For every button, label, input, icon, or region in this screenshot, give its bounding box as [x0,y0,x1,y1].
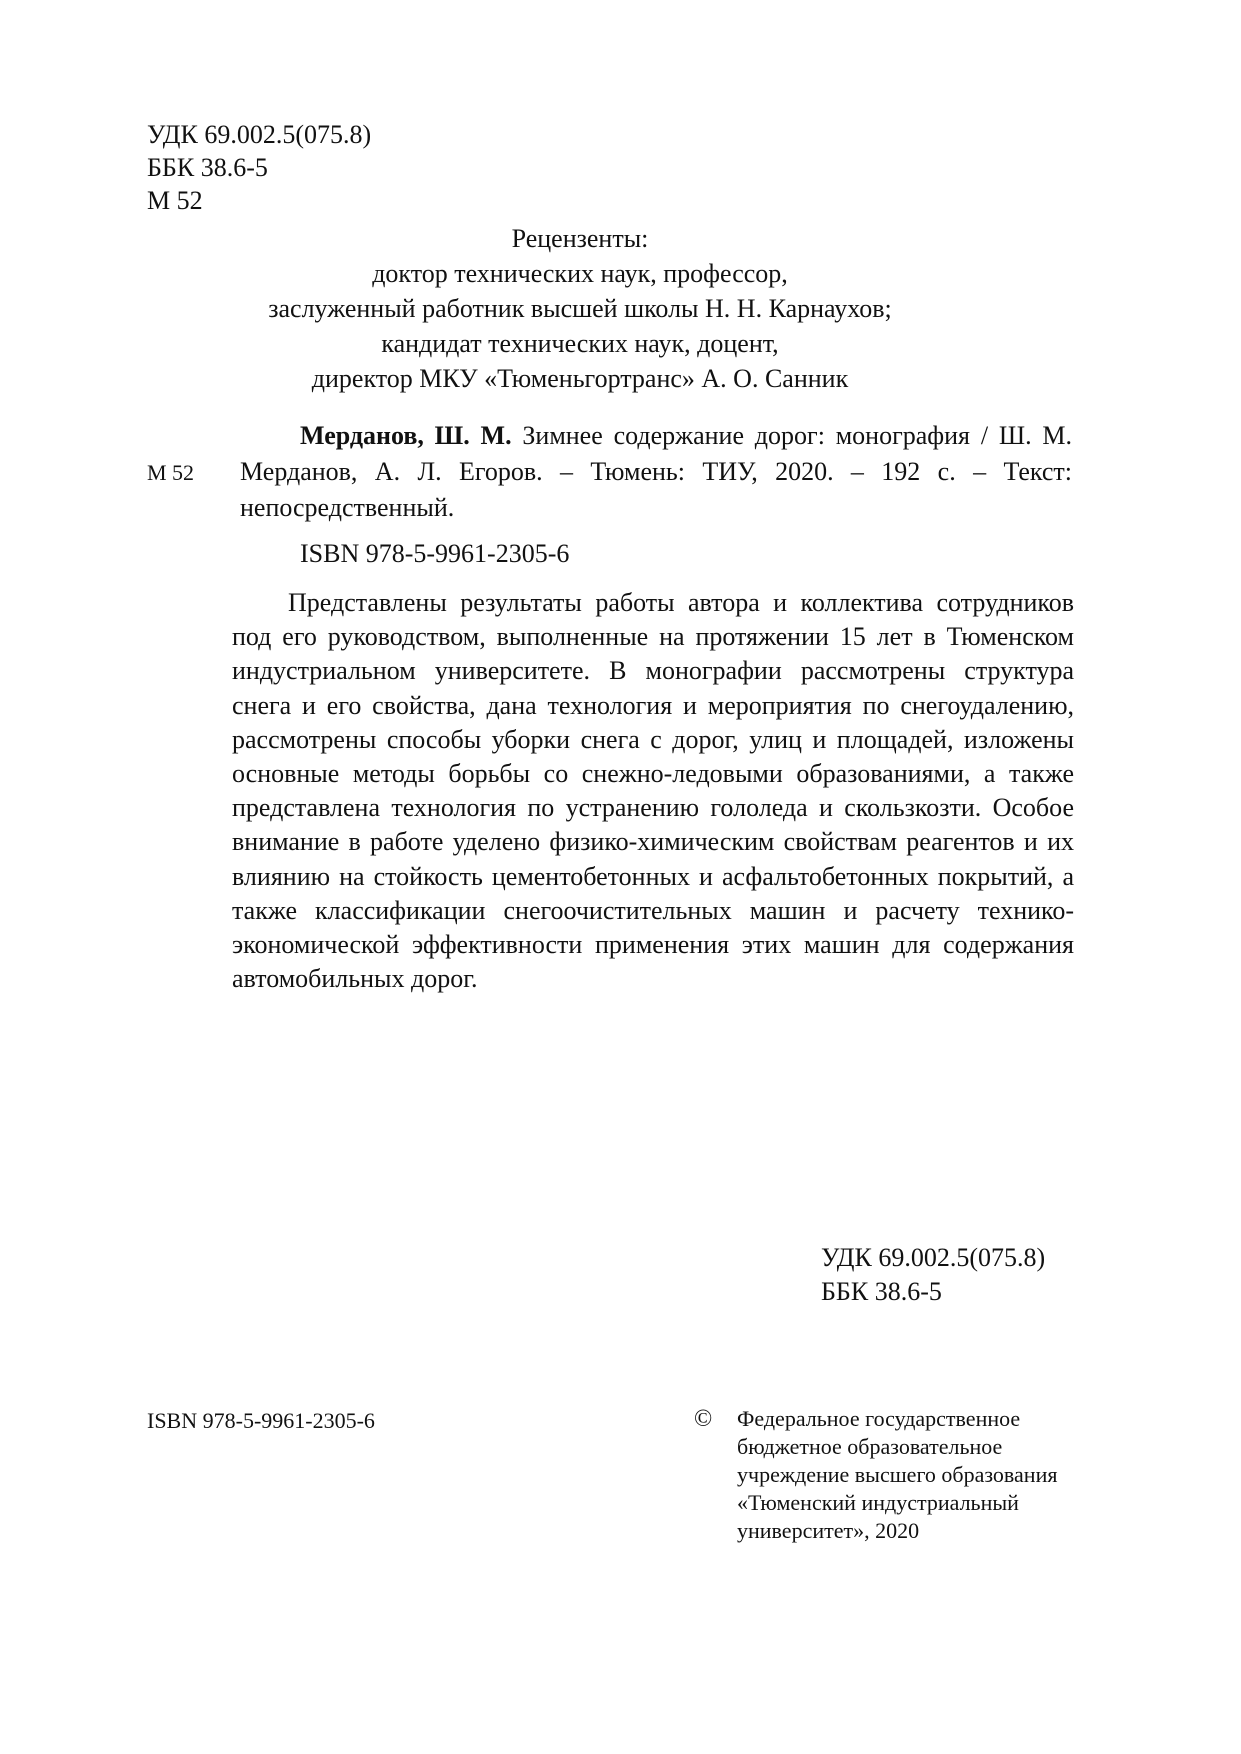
copyright-icon: © [694,1406,713,1432]
copyright-line: учреждение высшего образования [737,1462,1058,1487]
bibliographic-side-mark: М 52 [147,460,195,485]
udk-code: УДК 69.002.5(075.8) [147,120,372,149]
author-mark: М 52 [147,186,203,215]
reviewers-heading: Рецензенты: [511,224,649,253]
reviewer-line: заслуженный работник высшей школы Н. Н. Карнаухов; [268,294,892,323]
reviewer-line: кандидат технических наук, доцент, [381,329,779,358]
bibliographic-author: Мерданов, Ш. М. [300,421,512,450]
copyright-holder [737,1405,1057,1545]
udk-code: УДК 69.002.5(075.8) [821,1243,1046,1272]
bibliographic-description [240,418,1072,526]
abstract-paragraph: Представлены результаты работы автора и коллектива сотрудников под его руководством, выполненные на протяжении 15 лет в Тюменском индустриальном университете. В монографии рассмотрены структура снега и его свойства, дана технология и мероприятия по снегоудалению, рассмотрены способы уборки снега с дорог, улиц и площадей, изложены основные методы борьбы со снежно-ледовыми образованиями, а также представлена технология по устранению гололеда и скользкозти. Особое внимание в работе уделено физико-химическим свойствам реагентов и их влиянию на стойкость цементобетонных и асфальтобетонных покрытий, а также классификации снегоочистительных машин и расчету технико-экономической эффективности применения этих машин для содержания автомобильных дорог. [232,588,1074,994]
copyright-line: «Тюменский индустриальный [737,1490,1019,1515]
top-classification-codes [147,118,371,217]
reviewers-block [200,221,960,396]
footer-isbn: ISBN 978-5-9961-2305-6 [147,1408,375,1433]
bibliographic-text: Зимнее содержание дорог: монография / Ш. М. Мерданов, А. Л. Егоров. – Тюмень: ТИУ, 2020. – 192 с. – Текст: непосредственный. [240,421,1072,522]
reviewer-line: доктор технических наук, профессор, [372,259,788,288]
copyright-line: бюджетное образовательное [737,1434,1003,1459]
bottom-classification-codes [821,1241,1045,1309]
reviewer-line: директор МКУ «Тюменьгортранс» А. О. Санник [311,364,849,393]
copyright-line: Федеральное государственное [737,1406,1021,1431]
bbk-code: ББК 38.6-5 [821,1277,942,1306]
bibliographic-isbn: ISBN 978-5-9961-2305-6 [300,539,570,568]
bbk-code: ББК 38.6-5 [147,153,268,182]
copyright-line: университет», 2020 [737,1518,920,1543]
